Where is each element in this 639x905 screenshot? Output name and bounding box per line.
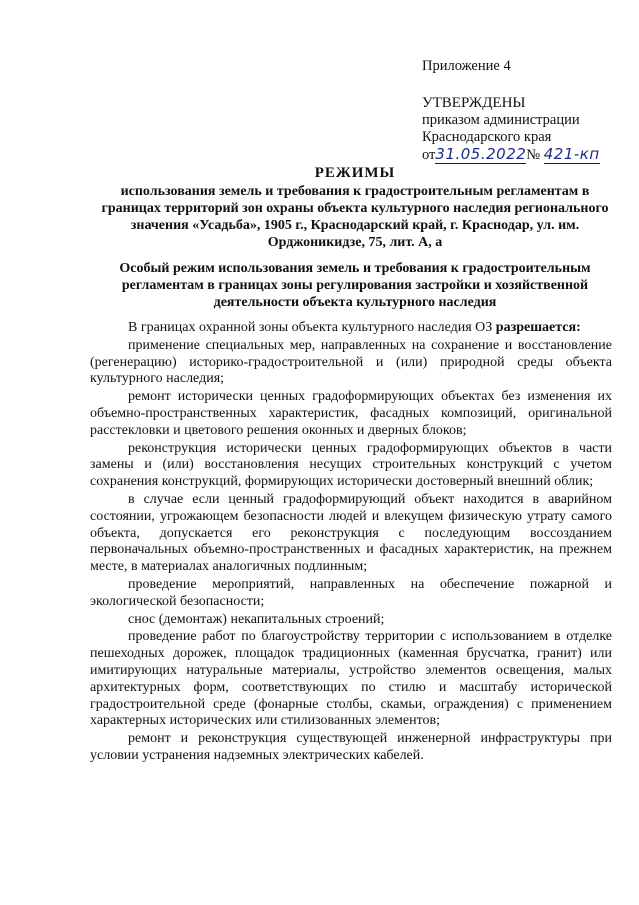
paragraph-5: проведение мероприятий, направленных на обеспечение пожарной и экологической безопасности; xyxy=(90,576,612,609)
intro-bold: разрешается: xyxy=(495,320,581,335)
paragraph-8: ремонт и реконструкция существующей инженерной инфраструктуры при условии устранения надземных электрических кабелей. xyxy=(90,731,612,763)
from-label: от xyxy=(422,147,436,163)
title-heading: РЕЖИМЫ xyxy=(314,165,396,181)
appendix-label: Приложение 4 xyxy=(422,58,511,74)
approval-line-2: Краснодарского края xyxy=(422,129,552,145)
approval-date-line xyxy=(422,146,632,164)
paragraph-1: применение специальных мер, направленных на сохранение и восстановление (регенерацию) историко-градостроительной и (или) природной среды объекта культурного наследия; xyxy=(90,337,612,387)
document-body xyxy=(90,320,612,766)
number-sign: № xyxy=(526,147,541,163)
document-title xyxy=(95,165,615,251)
approved-heading: УТВЕРЖДЕНЫ xyxy=(422,95,526,111)
handwritten-number: 421-кп xyxy=(543,145,600,163)
paragraph-3: реконструкция исторически ценных градоформирующих объектов в части замены и (или) восстановления несущих строительных конструкций с учетом сохранения конструкций, формирующих исторически достоверный внешний облик; xyxy=(90,440,612,490)
paragraph-2: ремонт исторически ценных градоформирующих объектах без изменения их объемно-пространственных характеристик, фасадных композиций, оригинальной расстекловки и цветового решения оконных и дверных блоков; xyxy=(90,389,612,438)
handwritten-date: 31.05.2022 xyxy=(435,145,527,163)
paragraph-6: снос (демонтаж) некапитальных строений; xyxy=(128,611,385,627)
section-subtitle: Особый режим использования земель и требования к градостроительным регламентам в границах зоны регулирования застройки и хозяйственной деятельности объекта культурного наследия xyxy=(119,261,591,310)
title-text: использования земель и требования к градостроительным регламентам в границах территорий зон охраны объекта культурного наследия регионального значения «Усадьба», 1905 г., Краснодарский край, г. Краснодар, ул. им. Орджоникидзе, 75, лит. А, а xyxy=(101,184,609,250)
approval-line-1: приказом администрации xyxy=(422,112,580,128)
intro-text: В границах охранной зоны объекта культурного наследия ОЗ xyxy=(128,320,493,335)
paragraph-7: проведение работ по благоустройству территории с использованием в отделке пешеходных дорожек, площадок традиционных (каменная брусчатка, гранит) или имитирующих натуральные материалы, устройство элементов освещения, малых архитектурных форм, соответствующих по стилю и масштабу исторической градостроительной среде (фонарные столбы, скамьи, ограждения) с применением характерных исторических или стилизованных элементов; xyxy=(90,629,612,729)
intro-paragraph xyxy=(90,320,612,337)
approval-block xyxy=(422,58,632,164)
paragraph-4: в случае если ценный градоформирующий объект находится в аварийном состоянии, угрожающем безопасности людей и влекущем физическую утрату самого объекта, допускается его реконструкция с последующим воссозданием первоначальных объемно-пространственных и фасадных характеристик, на прежнем месте, в материалах аналогичных подлинным; xyxy=(90,491,612,575)
